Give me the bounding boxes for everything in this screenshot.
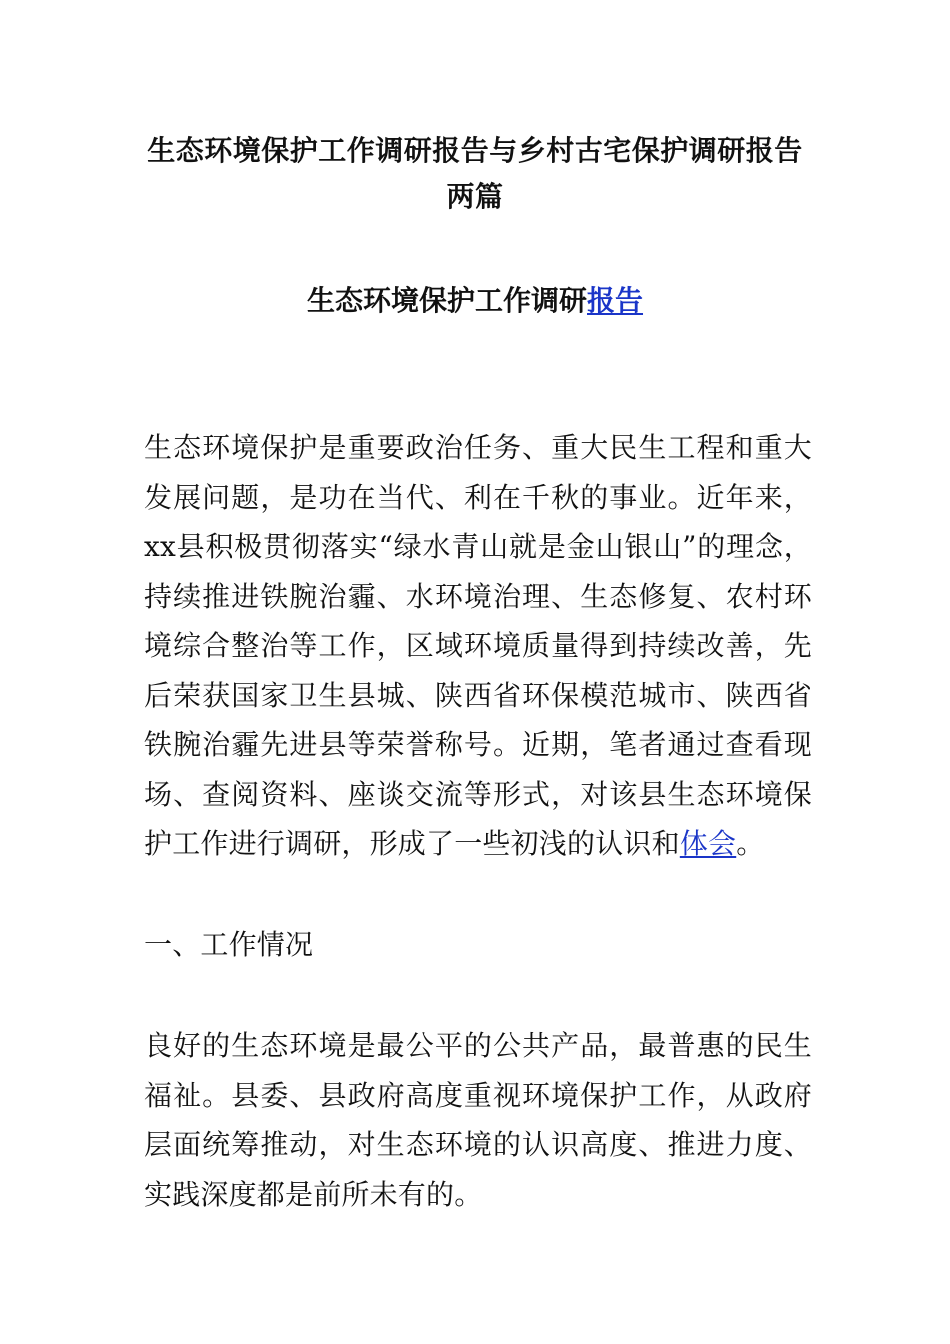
report-link[interactable]: 报告 — [587, 284, 644, 317]
intro-paragraph-end: 。 — [736, 827, 765, 860]
section-title-text: 生态环境保护工作调研 — [306, 284, 587, 317]
document-title: 生态环境保护工作调研报告与乡村古宅保护调研报告两篇 — [147, 134, 803, 213]
section-heading-work-status: 一、工作情况 — [144, 928, 314, 961]
experience-link[interactable]: 体会 — [679, 827, 737, 860]
intro-paragraph-text: 生态环境保护是重要政治任务、重大民生工程和重大发展问题，是功在当代、利在千秋的事业。近年来，xx县积极贯彻落实“绿水青山就是金山银山”的理念，持续推进铁腕治霾、水环境治理、生态修复、农村环境综合整治等工作，区域环境质量得到持续改善，先后荣获国家卫生县城、陕西省环保模范城市、陕西省铁腕治霾先进县等荣誉称号。近期，笔者通过查看现场、查阅资料、座谈交流等形式，对该县生态环境保护工作进行调研，形成了一些初浅的认识和 — [144, 431, 812, 860]
intro-paragraph — [144, 423, 812, 869]
section-title — [140, 278, 810, 324]
work-status-paragraph: 良好的生态环境是最公平的公共产品，最普惠的民生福祉。县委、县政府高度重视环境保护工作，从政府层面统筹推动，对生态环境的认识高度、推进力度、实践深度都是前所未有的。 — [144, 1029, 812, 1211]
